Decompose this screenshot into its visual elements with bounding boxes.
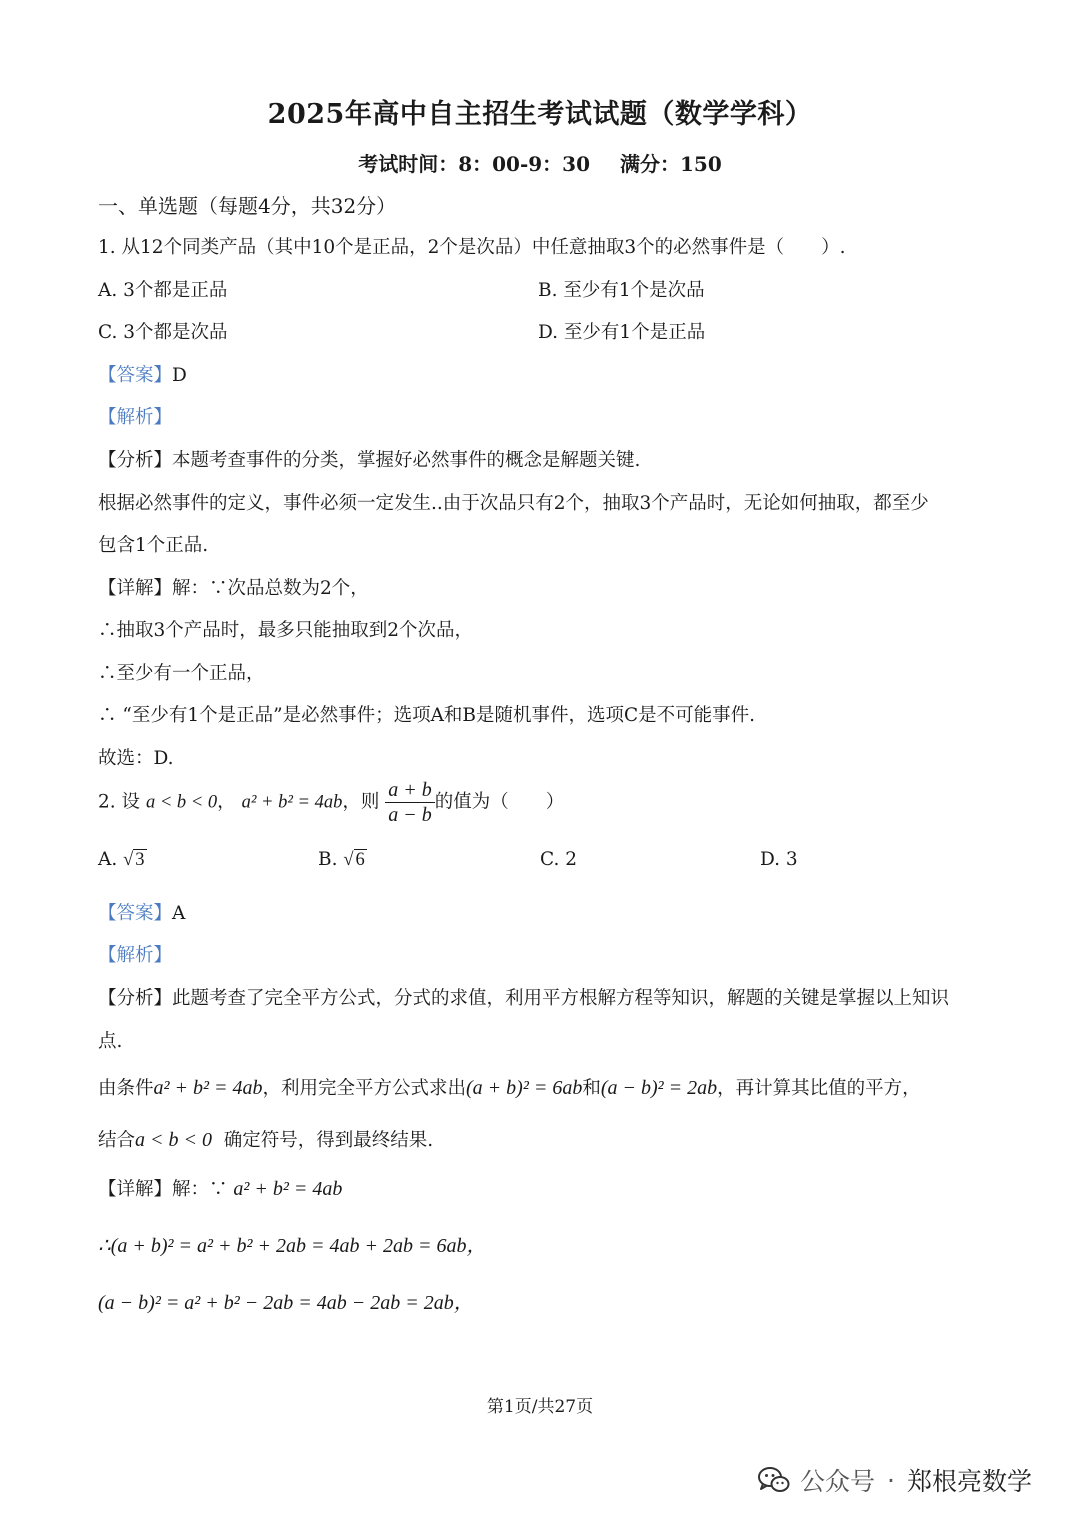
q2-condition-1: a < b < 0 [145,792,218,813]
q1-detail-2: ∴抽取3个产品时，最多只能抽取到2个次品， [98,620,474,641]
q1-option-b: B. 至少有1个是次品 [538,280,705,301]
q2-combine-post: 确定符号，得到最终结果. [223,1130,434,1151]
q2-option-a-label: A. [98,849,118,870]
q2-analysis-1: 【分析】此题考查了完全平方公式，分式的求值，利用平方根解方程等知识，解题的关键是掌握以上知识 [98,988,950,1009]
q2-combine-cond: a < b < 0 [135,1129,213,1151]
q1-option-a: A. 3个都是正品 [98,280,228,301]
q2-cond-mid: ，利用完全平方公式求出 [262,1078,467,1099]
q2-option-a [98,849,147,871]
q2-answer-value: A [172,903,186,924]
q2-condition-line [98,1074,921,1100]
q2-condition-2: a² + b² = 4ab [241,792,343,813]
q2-combine-pre: 结合 [98,1130,136,1151]
q2-square-plus: (a + b)² = 6ab [466,1077,583,1099]
q2-option-b [318,849,367,871]
q1-para-2: 包含1个正品. [98,535,209,556]
q2-option-d: D. 3 [760,849,798,870]
q1-detail-3: ∴至少有一个正品， [98,663,265,684]
q2-stem-suffix: 的值为（ ） [434,791,565,813]
q1-answer [98,361,187,387]
q2-cond-end: ，再计算其比值的平方， [717,1078,921,1099]
document-title: 2025年高中自主招生考试试题（数学学科） [267,99,813,130]
watermark [758,1462,1032,1498]
q2-option-b-value: 6 [355,850,365,870]
q1-answer-value: D [172,365,187,386]
page-footer: 第1页/共27页 [486,1397,594,1417]
q2-option-a-value: 3 [135,850,145,870]
q1-option-d: D. 至少有1个是正品 [538,322,706,343]
q2-detail-tag: 【详解】解：∵ [98,1179,228,1200]
q2-answer [98,899,185,925]
sqrt-symbol: √ 6 [343,850,365,870]
answer-tag: 【答案】 [98,903,173,924]
q2-cond-eq: a² + b² = 4ab [153,1077,263,1099]
q1-option-c: C. 3个都是次品 [98,322,228,343]
q1-conclusion: 故选：D. [98,748,174,769]
q2-square-minus: (a − b)² = 2ab [600,1077,718,1099]
q2-analysis-2: 点. [98,1031,123,1052]
q1-detail-1: 【详解】解：∵次品总数为2个， [98,578,369,599]
watermark-dot: · [887,1465,895,1495]
exam-time: 考试时间：8：00-9：30 [358,152,591,176]
q1-stem: 1. 从12个同类产品（其中10个是正品，2个是次品）中任意抽取3个的必然事件是（ ）. [98,237,846,258]
q2-combine-line [98,1126,433,1152]
q2-stem-prefix: 2. 设 [98,791,141,813]
q1-jiexi-tag: 【解析】 [98,407,173,428]
q2-fraction-denominator: a − b [388,804,432,826]
q2-cond-intro: 由条件 [98,1078,154,1099]
watermark-name: 郑根亮数学 [906,1467,1032,1496]
q2-detail-line [98,1175,342,1201]
section-heading: 一、单选题（每题4分，共32分） [98,194,397,218]
full-score: 满分：150 [620,152,722,176]
q2-option-b-label: B. [318,849,338,870]
answer-tag: 【答案】 [98,365,173,386]
sqrt-symbol: √ 3 [123,850,145,870]
wechat-icon [758,1466,790,1494]
q2-jiexi-tag: 【解析】 [98,945,173,966]
q1-para-1: 根据必然事件的定义，事件必须一定发生..由于次品只有2个，抽取3个产品时，无论如何抽取，都至少 [98,493,929,514]
watermark-label: 公众号 [800,1467,876,1496]
q2-step-1: ∴(a + b)² = a² + b² + 2ab = 4ab + 2ab = 6ab， [98,1235,487,1257]
q2-step-2: (a − b)² = a² + b² − 2ab = 4ab − 2ab = 2ab， [98,1292,474,1314]
exam-info [0,148,1080,177]
q2-stem: 2. 设 a < b < 0， a² + b² = 4ab，则 $\frac{a + b}{a - b}$ 的值为（ ） [98,779,565,826]
q2-fraction-numerator: a + b [385,779,435,803]
q2-option-c: C. 2 [540,849,578,870]
q2-detail-eq: a² + b² = 4ab [233,1178,343,1200]
q2-fraction [385,779,435,826]
q2-stem-ze: ，则 [342,791,380,813]
q1-detail-4: ∴ “至少有1个是正品”是必然事件；选项A和B是随机事件，选项C是不可能事件. [98,705,756,726]
q2-he: 和 [582,1078,601,1099]
q1-analysis: 【分析】本题考查事件的分类，掌握好必然事件的概念是解题关键. [98,450,641,471]
